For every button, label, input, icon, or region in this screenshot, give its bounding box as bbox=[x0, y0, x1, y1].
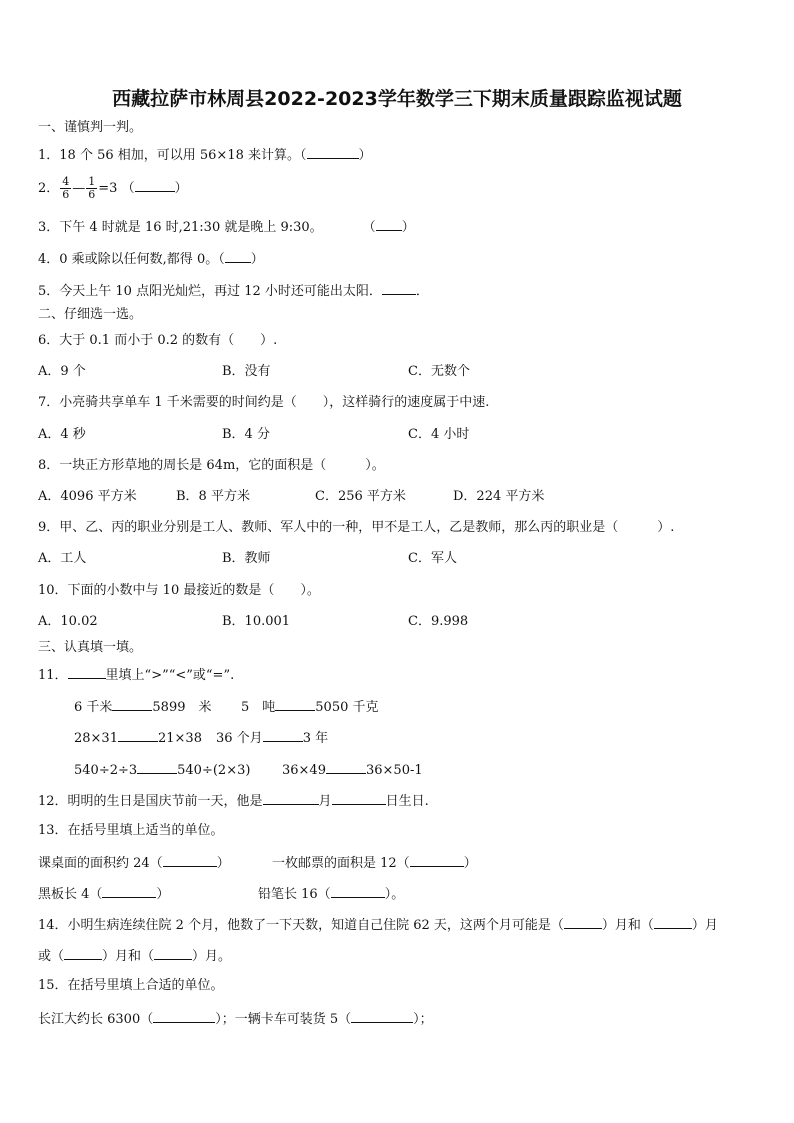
answer-blank[interactable] bbox=[112, 697, 152, 711]
compare-row: 28×31 21×38 bbox=[74, 728, 202, 748]
option-b[interactable]: B．10.001 bbox=[222, 614, 291, 629]
option-b[interactable]: B．没有 bbox=[222, 364, 271, 379]
unit-row: 课桌面的面积约 24（ ） bbox=[38, 853, 230, 873]
answer-blank[interactable] bbox=[326, 760, 366, 774]
answer-blank[interactable] bbox=[332, 791, 386, 805]
option-c[interactable]: C．无数个 bbox=[408, 364, 470, 379]
option-a[interactable]: A．10.02 bbox=[38, 614, 98, 629]
answer-blank[interactable] bbox=[68, 665, 106, 679]
question-15-line: 长江大约长 6300（ ）；一辆卡车可装货 5（ ）； bbox=[38, 1009, 433, 1029]
answer-blank[interactable] bbox=[376, 217, 402, 231]
unit-row: 一枚邮票的面积是 12（ ） bbox=[272, 853, 477, 873]
option-c[interactable]: C．4 小时 bbox=[408, 427, 470, 442]
question-6: 6．大于 0.1 而小于 0.2 的数有（ ）. bbox=[38, 333, 278, 348]
section-heading-judge: 一、谨慎判一判。 bbox=[38, 120, 143, 135]
option-c[interactable]: C．256 平方米 bbox=[315, 489, 406, 504]
answer-blank[interactable] bbox=[307, 145, 359, 159]
compare-row: 6 千米 5899 米 bbox=[74, 697, 212, 717]
answer-blank[interactable] bbox=[225, 249, 251, 263]
answer-blank[interactable] bbox=[351, 1009, 413, 1023]
unit-row: 黑板长 4（ ） bbox=[38, 884, 169, 904]
answer-blank[interactable] bbox=[118, 728, 158, 742]
question-text: 1．18 个 56 相加，可以用 56×18 来计算。（ bbox=[38, 148, 307, 163]
fraction: $\frac{4}{6}$ bbox=[62, 175, 70, 201]
answer-blank[interactable] bbox=[382, 281, 416, 295]
section-heading-choose: 二、仔细选一选。 bbox=[38, 307, 143, 322]
answer-blank[interactable] bbox=[263, 728, 303, 742]
compare-row: 36 个月 3 年 bbox=[216, 728, 328, 748]
option-b[interactable]: B．8 平方米 bbox=[176, 489, 250, 504]
answer-blank[interactable] bbox=[410, 853, 464, 867]
question-14: 14．小明生病连续住院 2 个月，他数了一下天数，知道自己住院 62 天，这两个月可能是（ ）月和（ ）月 bbox=[38, 915, 718, 935]
compare-row: 36×49 36×50-1 bbox=[282, 760, 423, 780]
question-12: 12．明明的生日是国庆节前一天，他是 月 日生日. bbox=[38, 791, 429, 811]
fraction: $\frac{1}{6}$ bbox=[88, 175, 96, 201]
answer-blank[interactable] bbox=[275, 697, 315, 711]
answer-blank[interactable] bbox=[331, 884, 385, 898]
answer-blank[interactable] bbox=[153, 1009, 215, 1023]
question-8: 8．一块正方形草地的周长是 64m，它的面积是（ ）。 bbox=[38, 458, 385, 473]
answer-blank[interactable] bbox=[163, 853, 217, 867]
answer-blank[interactable] bbox=[654, 915, 692, 929]
answer-blank[interactable] bbox=[64, 946, 102, 960]
answer-blank[interactable] bbox=[135, 178, 175, 192]
question-3: 3．下午 4 时就是 16 时,21:30 就是晚上 9:30。 （ ） bbox=[38, 217, 415, 237]
option-c[interactable]: C．9.998 bbox=[408, 614, 469, 629]
question-2: 2． $\frac{4}{6}$ — $\frac{1}{6}$ =3 （ ） bbox=[38, 175, 188, 201]
question-7: 7．小亮骑共享单车 1 千米需要的时间约是（ ），这样骑行的速度属于中速. bbox=[38, 395, 490, 410]
option-b[interactable]: B．教师 bbox=[222, 551, 271, 566]
question-10: 10．下面的小数中与 10 最接近的数是（ ）。 bbox=[38, 583, 320, 598]
option-a[interactable]: A．4 秒 bbox=[38, 427, 86, 442]
unit-row: 铅笔长 16（ ）。 bbox=[258, 884, 404, 904]
question-5: 5．今天上午 10 点阳光灿烂，再过 12 小时还可能出太阳． ． bbox=[38, 281, 429, 301]
section-heading-fill: 三、认真填一填。 bbox=[38, 640, 143, 655]
question-14-continued: 或（ ）月和（ ）月。 bbox=[38, 946, 231, 966]
option-b[interactable]: B．4 分 bbox=[222, 427, 270, 442]
option-a[interactable]: A．工人 bbox=[38, 551, 87, 566]
question-13: 13．在括号里填上适当的单位。 bbox=[38, 823, 224, 838]
option-c[interactable]: C．军人 bbox=[408, 551, 457, 566]
question-1: 1．18 个 56 相加，可以用 56×18 来计算。（ ） bbox=[38, 145, 372, 165]
answer-blank[interactable] bbox=[137, 760, 177, 774]
answer-blank[interactable] bbox=[564, 915, 602, 929]
answer-blank[interactable] bbox=[263, 791, 319, 805]
compare-row: 5 吨 5050 千克 bbox=[241, 697, 379, 717]
option-a[interactable]: A．9 个 bbox=[38, 364, 86, 379]
answer-blank[interactable] bbox=[102, 884, 156, 898]
question-15: 15．在括号里填上合适的单位。 bbox=[38, 978, 224, 993]
option-d[interactable]: D．224 平方米 bbox=[453, 489, 545, 504]
question-9: 9．甲、乙、丙的职业分别是工人、教师、军人中的一种，甲不是工人，乙是教师，那么丙的职业是（ ）. bbox=[38, 520, 675, 535]
page-title: 西藏拉萨市林周县2022-2023学年数学三下期末质量跟踪监视试题 bbox=[112, 88, 682, 110]
option-a[interactable]: A．4096 平方米 bbox=[38, 489, 137, 504]
question-11: 11． 里填上“>”“<”或“=”. bbox=[38, 665, 234, 685]
answer-blank[interactable] bbox=[154, 946, 192, 960]
compare-row: 540÷2÷3 540÷(2×3) bbox=[74, 760, 250, 780]
question-4: 4．0 乘或除以任何数,都得 0。（ ） bbox=[38, 249, 264, 269]
